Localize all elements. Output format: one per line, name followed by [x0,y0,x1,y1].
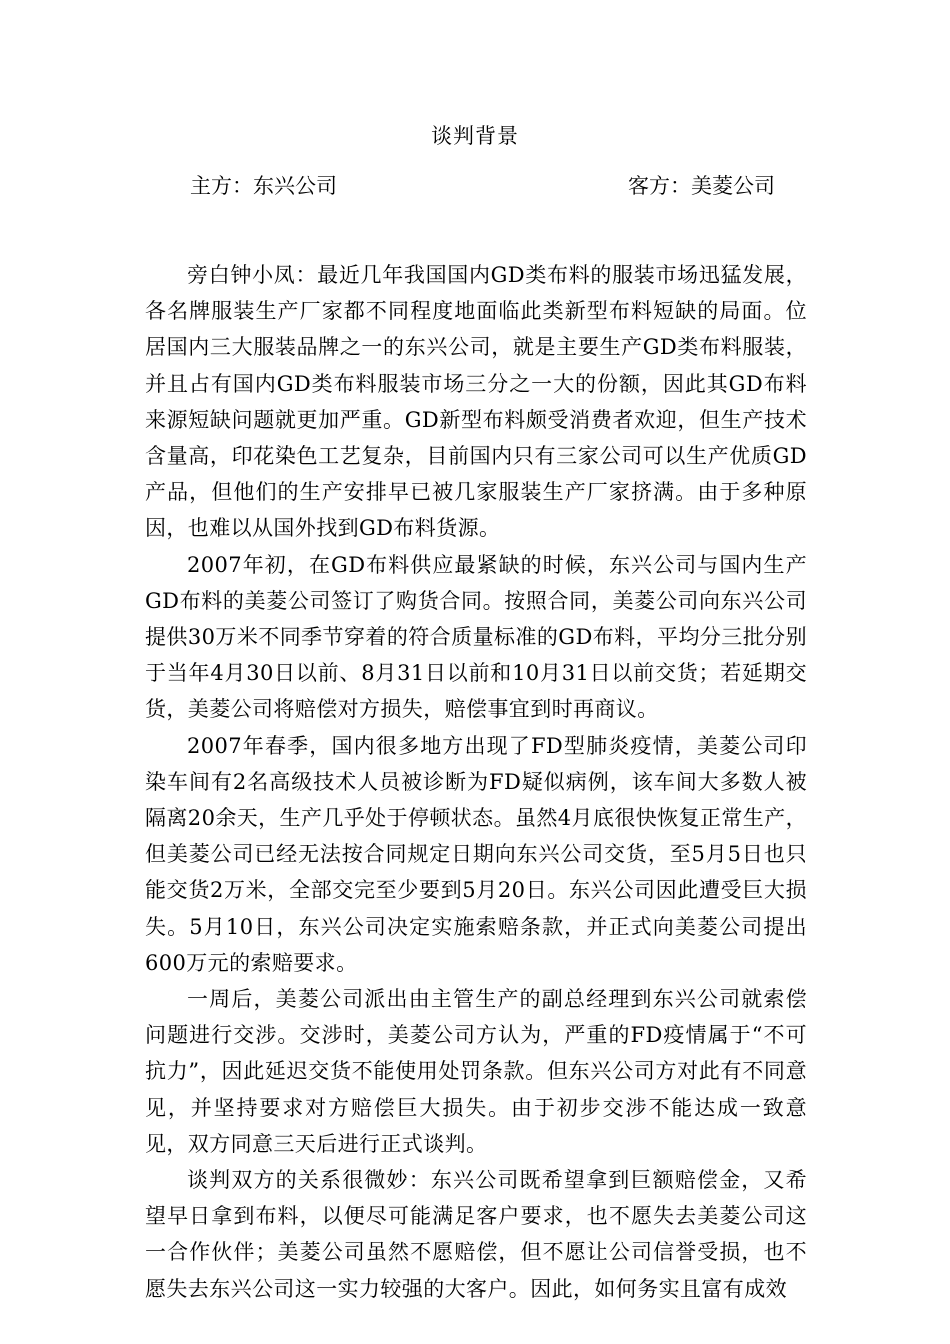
document-body [145,257,807,1307]
paragraph-relationship: 谈判双方的关系很微妙：东兴公司既希望拿到巨额赔偿金，又希望早日拿到布料，以便尽可能满足客户要求，也不愿失去美菱公司这一合作伙伴；美菱公司虽然不愿赔偿，但不愿让公司信誉受损，也不愿失去东兴公司这一实力较强的大客户。因此，如何务实且富有成效 [145,1168,807,1301]
document-title: 谈判背景 [431,124,519,148]
paragraph-epidemic: 2007年春季，国内很多地方出现了FD型肺炎疫情，美菱公司印染车间有2名高级技术人员被诊断为FD疑似病例，该车间大多数人被隔离20余天，生产几乎处于停顿状态。虽然4月底很快恢复正常生产，但美菱公司已经无法按合同规定日期向东兴公司交货，至5月5日也只能交货2万米，全部交完至少要到5月20日。东兴公司因此遭受巨大损失。5月10日，东兴公司决定实施索赔条款，并正式向美菱公司提出600万元的索赔要求。 [145,733,807,975]
host-party-label: 主方：东兴公司 [190,174,337,198]
paragraph-background: 旁白钟小凤：最近几年我国国内GD类布料的服装市场迅猛发展，各名牌服装生产厂家都不同程度地面临此类新型布料短缺的局面。位居国内三大服装品牌之一的东兴公司，就是主要生产GD类布料服装，并且占有国内GD类布料服装市场三分之一大的份额，因此其GD布料来源短缺问题就更加严重。GD新型布料颇受消费者欢迎，但生产技术含量高，印花染色工艺复杂，目前国内只有三家公司可以生产优质GD产品，但他们的生产安排早已被几家服装生产厂家挤满。由于多种原因，也难以从国外找到GD布料货源。 [145,263,807,541]
paragraph-contract: 2007年初，在GD布料供应最紧缺的时候，东兴公司与国内生产GD布料的美菱公司签订了购货合同。按照合同，美菱公司向东兴公司提供30万米不同季节穿着的符合质量标准的GD布料，平均分三批分别于当年4月30日以前、8月31日以前和10月31日以前交货；若延期交货，美菱公司将赔偿对方损失，赔偿事宜到时再商议。 [145,552,807,722]
paragraph-negotiation: 一周后，美菱公司派出由主管生产的副总经理到东兴公司就索偿问题进行交涉。交涉时，美菱公司方认为，严重的FD疫情属于“不可抗力”，因此延迟交货不能使用处罚条款。但东兴公司方对此有不同意见，并坚持要求对方赔偿巨大损失。由于初步交涉不能达成一致意见，双方同意三天后进行正式谈判。 [145,987,807,1156]
guest-party-label: 客方：美菱公司 [628,174,775,198]
